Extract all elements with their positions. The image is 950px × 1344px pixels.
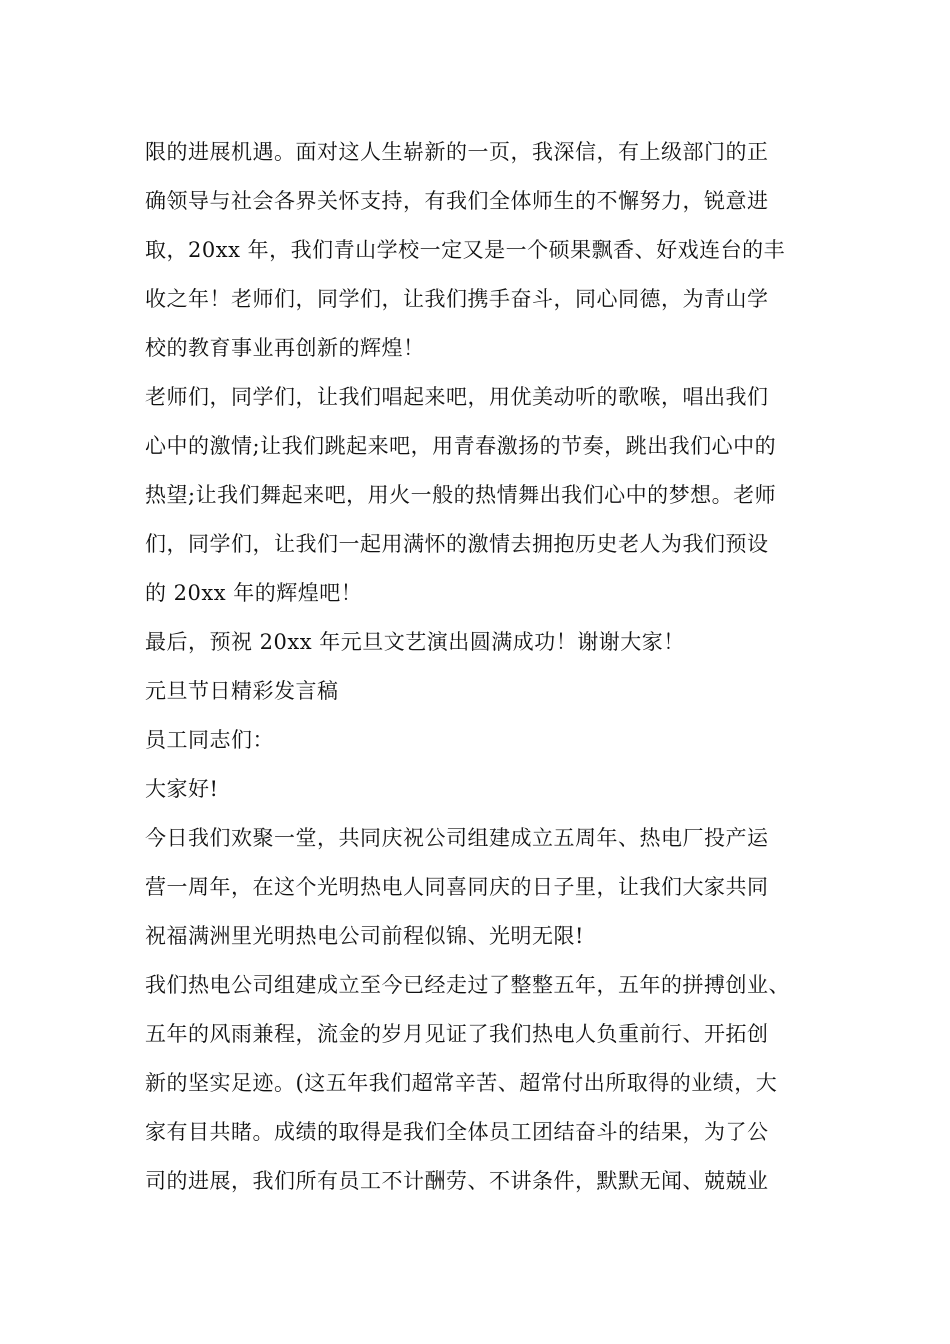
text-line: 老师们，同学们，让我们唱起来吧，用优美动听的歌喉，唱出我们: [145, 385, 769, 409]
text-line: 限的进展机遇。面对这人生崭新的一页，我深信，有上级部门的正: [145, 140, 769, 164]
text-line: 校的教育事业再创新的辉煌！: [145, 336, 425, 360]
text-line: 司的进展，我们所有员工不计酬劳、不讲条件，默默无闻、兢兢业: [145, 1169, 769, 1193]
text-line: 营一周年，在这个光明热电人同喜同庆的日子里，让我们大家共同: [145, 875, 769, 899]
section-title: 元旦节日精彩发言稿: [145, 679, 339, 703]
text-line: 五年的风雨兼程，流金的岁月见证了我们热电人负重前行、开拓创: [145, 1022, 769, 1046]
text-line: 最后，预祝 20xx 年元旦文艺演出圆满成功！谢谢大家！: [145, 630, 685, 654]
text-line: 确领导与社会各界关怀支持，有我们全体师生的不懈努力，锐意进: [145, 189, 769, 213]
text-line: 新的坚实足迹。(这五年我们超常辛苦、超常付出所取得的业绩，大: [145, 1071, 778, 1095]
text-line: 家有目共睹。成绩的取得是我们全体员工团结奋斗的结果，为了公: [145, 1120, 769, 1144]
text-line: 收之年！老师们，同学们，让我们携手奋斗，同心同德，为青山学: [145, 287, 769, 311]
document-body: [145, 128, 835, 1206]
text-line: 们，同学们，让我们一起用满怀的激情去拥抱历史老人为我们预设: [145, 532, 769, 556]
greeting: 大家好!: [145, 777, 219, 801]
text-line: 我们热电公司组建成立至今已经走过了整整五年，五年的拼搏创业、: [145, 973, 790, 997]
text-line: 心中的激情;让我们跳起来吧，用青春激扬的节奏，跳出我们心中的: [145, 434, 777, 458]
text-line: 取，20xx 年，我们青山学校一定又是一个硕果飘香、好戏连台的丰: [145, 238, 786, 262]
text-line: 祝福满洲里光明热电公司前程似锦、光明无限!: [145, 924, 584, 948]
salutation: 员工同志们：: [145, 728, 274, 752]
text-line: 热望;让我们舞起来吧，用火一般的热情舞出我们心中的梦想。老师: [145, 483, 777, 507]
text-line: 今日我们欢聚一堂，共同庆祝公司组建成立五周年、热电厂投产运: [145, 826, 769, 850]
text-line: 的 20xx 年的辉煌吧！: [145, 581, 363, 605]
